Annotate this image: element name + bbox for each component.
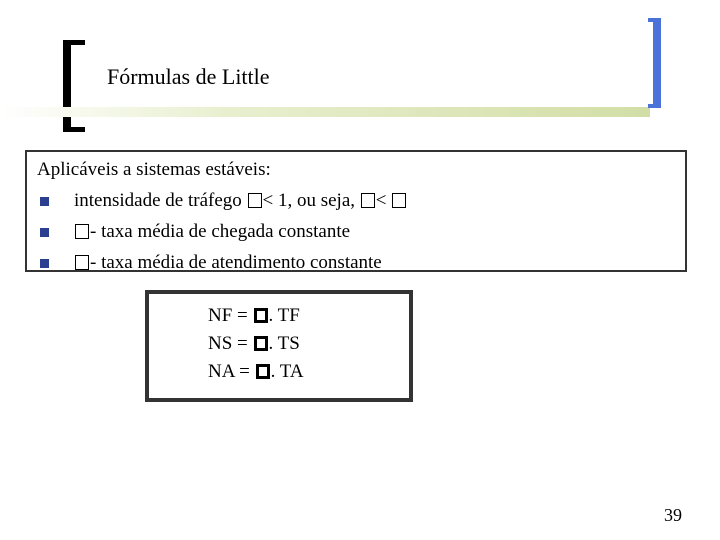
square-bullet-icon [40, 259, 49, 268]
formulas-box [145, 290, 413, 402]
slide-title: Fórmulas de Little [107, 64, 270, 89]
formula-lhs: NF = [208, 305, 248, 326]
condition-text: - taxa média de atendimento constante [90, 252, 382, 273]
condition-item [37, 185, 685, 216]
page-number: 39 [664, 505, 682, 525]
right-bracket-bottom-decoration [648, 104, 661, 108]
condition-text: intensidade de tráfego [74, 190, 242, 211]
formula-rhs: . TS [268, 333, 300, 354]
formula-ns [208, 330, 409, 358]
left-bracket-top-decoration [63, 40, 85, 45]
conditions-intro: Aplicáveis a sistemas estáveis: [37, 159, 271, 180]
formula-rhs: . TF [268, 305, 300, 326]
missing-symbol-icon [256, 364, 270, 379]
title-underline-decoration [0, 107, 650, 117]
formula-rhs: . TA [270, 361, 304, 382]
missing-symbol-icon [254, 336, 268, 351]
formula-lhs: NS = [208, 333, 248, 354]
missing-symbol-icon [254, 308, 268, 323]
left-bracket-bottom-decoration [63, 127, 85, 132]
formula-nf [208, 302, 409, 330]
left-bracket-decoration [63, 40, 71, 132]
condition-item [37, 216, 685, 247]
formula-na [208, 358, 409, 386]
square-bullet-icon [40, 197, 49, 206]
right-bracket-decoration [653, 18, 661, 108]
conditions-box [25, 150, 687, 272]
right-bracket-top-decoration [648, 18, 661, 22]
missing-symbol-icon [75, 224, 89, 239]
missing-symbol-icon [248, 193, 262, 208]
condition-text-mid2: < [375, 190, 387, 211]
condition-text-mid: < 1, ou seja, [262, 190, 356, 211]
condition-item [37, 247, 685, 278]
missing-symbol-icon [75, 255, 89, 270]
missing-symbol-icon [361, 193, 375, 208]
square-bullet-icon [40, 228, 49, 237]
missing-symbol-icon [392, 193, 406, 208]
condition-text: - taxa média de chegada constante [90, 221, 351, 242]
formula-lhs: NA = [208, 361, 250, 382]
